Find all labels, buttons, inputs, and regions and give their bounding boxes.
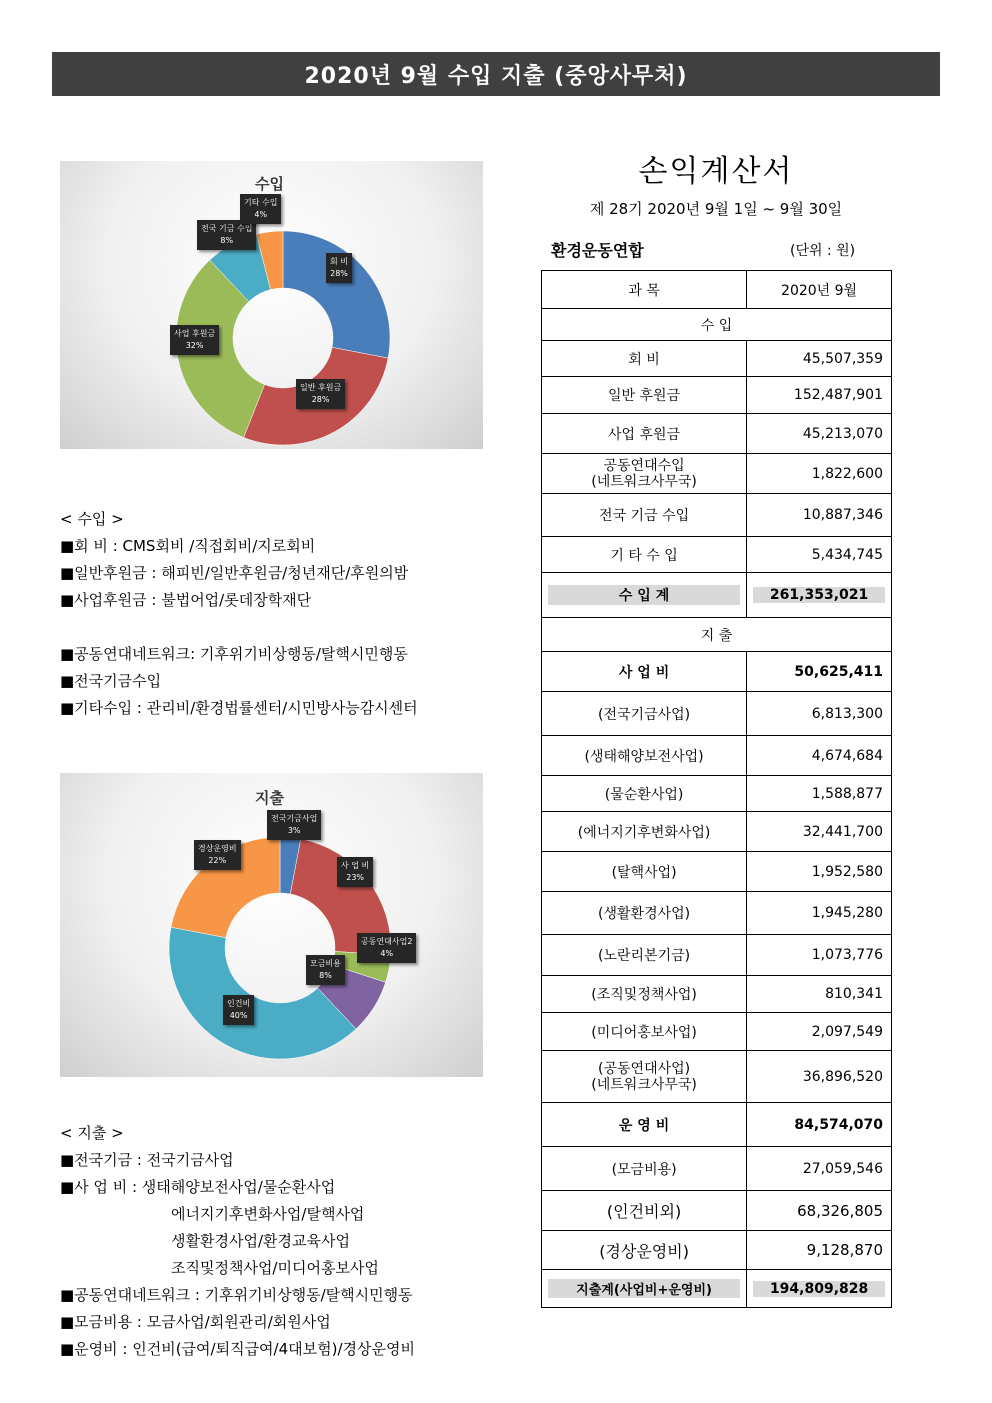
expense-label-network (357, 933, 416, 963)
income-total-label-cell (542, 573, 747, 618)
operating-total-row (542, 1103, 892, 1147)
row-name: (미디어홍보사업) (542, 1013, 747, 1051)
income-label-other-name: 기타 수입 (244, 198, 278, 207)
income-label-project (170, 325, 219, 355)
table-row (542, 494, 892, 537)
row-name: 기 타 수 입 (542, 537, 747, 573)
income-chart (60, 161, 483, 449)
table-row (542, 1051, 892, 1103)
income-slice-0 (283, 231, 390, 358)
row-name: (경상운영비) (542, 1231, 747, 1270)
expense-total-value-cell (747, 1270, 892, 1308)
income-label-general-pct: 28% (311, 395, 330, 404)
row-name: (조직및정책사업) (542, 976, 747, 1013)
expense-chart (60, 773, 483, 1077)
row-name: 사업 후원금 (542, 414, 747, 454)
income-notes-heading: < 수입 > (60, 510, 124, 528)
row-name: 전국 기금 수입 (542, 494, 747, 537)
row-value: 5,434,745 (747, 537, 892, 573)
table-row (542, 736, 892, 776)
income-label-fee (326, 253, 352, 283)
table-row (542, 1231, 892, 1270)
income-label-other-pct: 4% (254, 210, 268, 219)
business-total-row (542, 652, 892, 692)
table-row (542, 852, 892, 892)
row-value: 45,507,359 (747, 341, 892, 377)
income-total-label: 수 입 계 (548, 585, 740, 605)
income-label-project-pct: 32% (185, 341, 204, 350)
row-value: 1,588,877 (747, 776, 892, 812)
business-value: 50,625,411 (747, 652, 892, 692)
income-label-other (240, 194, 281, 224)
expense-note-line: ■사 업 비 : 생태해양보전사업/물순환사업 (60, 1178, 336, 1196)
expense-note-line: ■운영비 : 인건비(급여/퇴직급여/4대보험)/경상운영비 (60, 1340, 415, 1358)
statement-unit: (단위 : 원) (790, 243, 856, 259)
table-row (542, 935, 892, 976)
expense-label-national-name: 전국기금사업 (271, 814, 318, 823)
income-label-fee-pct: 28% (330, 269, 348, 278)
row-name-line2: (네트워크사무국) (591, 1076, 697, 1093)
expense-chart-title: 지출 (255, 789, 284, 807)
row-name: (모금비용) (542, 1147, 747, 1191)
row-value: 32,441,700 (747, 812, 892, 852)
row-name (542, 1051, 747, 1103)
row-value: 6,813,300 (747, 692, 892, 736)
expense-label-fundraising-name: 모금비용 (310, 959, 341, 968)
expense-note-line: 조직및정책사업/미디어홍보사업 (171, 1259, 379, 1277)
operating-label: 운 영 비 (542, 1103, 747, 1147)
expense-total-label-cell (542, 1270, 747, 1308)
row-value: 27,059,546 (747, 1147, 892, 1191)
expense-label-national (267, 810, 321, 840)
income-total-value-cell (747, 573, 892, 618)
income-section-header: 수 입 (542, 309, 892, 341)
row-value: 2,097,549 (747, 1013, 892, 1051)
income-section-row (542, 309, 892, 341)
table-row (542, 1191, 892, 1231)
header-period: 2020년 9월 (747, 271, 892, 309)
expense-label-fundraising (306, 955, 345, 985)
header-subject: 과 목 (542, 271, 747, 309)
table-row (542, 776, 892, 812)
row-name-line1: 공동연대수입 (603, 457, 685, 474)
expense-total-value: 194,809,828 (753, 1281, 885, 1297)
row-value: 1,945,280 (747, 892, 892, 935)
statement-title: 손익계산서 (638, 154, 794, 189)
income-note-line: ■일반후원금 : 해피빈/일반후원금/청년재단/후원의밤 (60, 564, 409, 582)
statement-period: 제 28기 2020년 9월 1일 ~ 9월 30일 (589, 200, 843, 218)
table-row (542, 341, 892, 377)
statement-org: 환경운동연합 (551, 241, 644, 260)
table-row (542, 812, 892, 852)
row-name-line1: (공동연대사업) (598, 1060, 691, 1077)
table-row (542, 377, 892, 414)
row-value: 68,326,805 (747, 1191, 892, 1231)
expense-label-national-pct: 3% (287, 826, 301, 835)
table-row (542, 976, 892, 1013)
income-note-line: ■회 비 : CMS회비 /직접회비/지로회비 (60, 537, 316, 555)
row-value: 36,896,520 (747, 1051, 892, 1103)
expense-label-personnel-pct: 40% (229, 1011, 248, 1020)
business-label: 사 업 비 (542, 652, 747, 692)
row-name: (물순환사업) (542, 776, 747, 812)
row-value: 152,487,901 (747, 377, 892, 414)
income-label-general (296, 379, 345, 409)
row-value: 1,952,580 (747, 852, 892, 892)
row-value: 45,213,070 (747, 414, 892, 454)
income-label-general-name: 일반 후원금 (300, 383, 342, 392)
expense-note-line: ■전국기금 : 전국기금사업 (60, 1151, 234, 1169)
table-row (542, 414, 892, 454)
expense-label-network-pct: 4% (380, 949, 394, 958)
page-banner (52, 52, 940, 96)
banner-title: 2020년 9월 수입 지출 (중앙사무처) (304, 63, 688, 89)
expense-label-operating (194, 840, 241, 870)
expense-note-line: 생활환경사업/환경교육사업 (171, 1232, 350, 1250)
row-name: (생태해양보전사업) (542, 736, 747, 776)
table-row (542, 1147, 892, 1191)
expense-label-personnel-name: 인건비 (227, 999, 251, 1008)
row-value: 810,341 (747, 976, 892, 1013)
table-row (542, 692, 892, 736)
expense-label-business-pct: 23% (346, 873, 365, 882)
row-value: 9,128,870 (747, 1231, 892, 1270)
row-value: 1,073,776 (747, 935, 892, 976)
income-note-line: ■기타수입 : 관리비/환경법률센터/시민방사능감시센터 (60, 699, 418, 717)
expense-note-line: ■모금비용 : 모금사업/회원관리/회원사업 (60, 1313, 331, 1331)
table-header-row (542, 271, 892, 309)
row-name: 회 비 (542, 341, 747, 377)
operating-value: 84,574,070 (747, 1103, 892, 1147)
income-note-line: ■사업후원금 : 불법어업/롯데장학재단 (60, 591, 312, 609)
row-name: (인건비외) (542, 1191, 747, 1231)
income-note-line: ■공동연대네트워크: 기후위기비상행동/탈핵시민행동 (60, 645, 408, 663)
row-name: (전국기금사업) (542, 692, 747, 736)
table-row (542, 454, 892, 494)
income-chart-title: 수입 (255, 175, 284, 193)
row-name: 일반 후원금 (542, 377, 747, 414)
row-name: (노란리본기금) (542, 935, 747, 976)
income-label-fee-name: 회 비 (330, 257, 348, 266)
income-note-spacer (60, 614, 418, 641)
expense-notes-heading: < 지출 > (60, 1124, 124, 1142)
table-row (542, 537, 892, 573)
income-label-project-name: 사업 후원금 (174, 329, 216, 338)
income-note-line: ■전국기금수입 (60, 672, 162, 690)
expense-label-business (337, 857, 373, 887)
row-name (542, 454, 747, 494)
expense-note-line: 에너지기후변화사업/탈핵사업 (171, 1205, 365, 1223)
expense-section-header: 지 출 (542, 618, 892, 652)
income-statement-table (541, 270, 892, 1308)
expense-label-business-name: 사 업 비 (341, 861, 370, 870)
expense-label-operating-name: 경상운영비 (198, 844, 237, 853)
row-value: 1,822,600 (747, 454, 892, 494)
row-name: (에너지기후변화사업) (542, 812, 747, 852)
row-name: (탈핵사업) (542, 852, 747, 892)
row-name: (생활환경사업) (542, 892, 747, 935)
income-total-value: 261,353,021 (753, 587, 885, 603)
income-label-national-pct: 8% (220, 236, 234, 245)
expense-total-label: 지출계(사업비+운영비) (548, 1279, 740, 1298)
table-row (542, 892, 892, 935)
income-label-national (197, 220, 256, 250)
row-name-line2: (네트워크사무국) (591, 473, 697, 490)
income-label-national-name: 전국 기금 수입 (201, 224, 253, 233)
income-total-row (542, 573, 892, 618)
expense-note-line: ■공동연대네트워크 : 기후위기비상행동/탈핵시민행동 (60, 1286, 413, 1304)
expense-label-operating-pct: 22% (208, 856, 227, 865)
table-row (542, 1013, 892, 1051)
income-notes (60, 506, 418, 722)
row-value: 4,674,684 (747, 736, 892, 776)
expense-label-network-name: 공동연대사업2 (361, 937, 413, 946)
expense-section-row (542, 618, 892, 652)
row-value: 10,887,346 (747, 494, 892, 537)
expense-label-fundraising-pct: 8% (319, 971, 332, 980)
expense-label-personnel (223, 995, 254, 1025)
expense-notes (60, 1120, 415, 1363)
expense-total-row (542, 1270, 892, 1308)
